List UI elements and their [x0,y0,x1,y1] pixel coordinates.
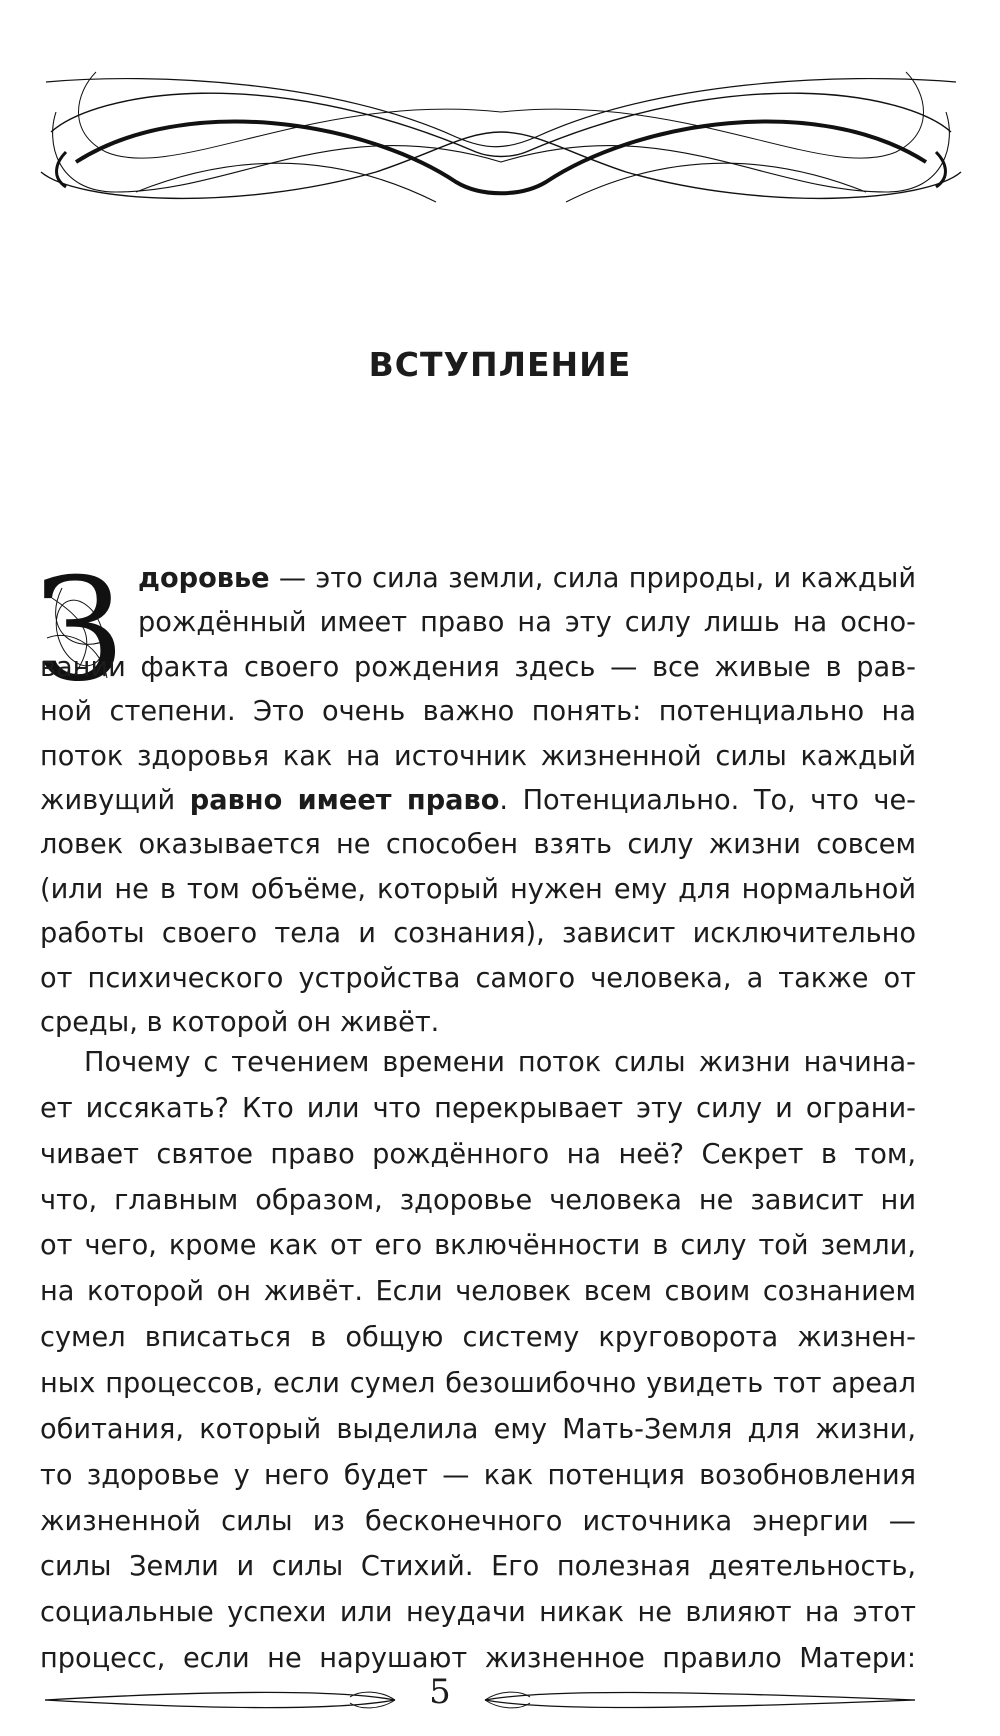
text-line: от психического устройства самого человека, а также от [40,962,916,994]
drop-cap-letter: З [35,548,124,713]
text-line: чивает святое право рождённого на неё? Секрет в том, [40,1138,916,1170]
text-line: социальные успехи или неудачи никак не влияют на этот [40,1597,916,1629]
text-line [40,778,916,824]
text-line: что, главным образом, здоровье человека не зависит ни [40,1184,916,1216]
text-line: рождённый имеет право на эту силу лишь на осно- [138,607,916,639]
text-line: работы своего тела и сознания), зависит исключительно [40,918,916,950]
line-text: . Потенциально. То, что че- [499,785,916,816]
text-line: ет иссякать? Кто или что перекрывает эту силу и ограни- [40,1092,916,1124]
text-line: на которой он живёт. Если человек всем своим сознанием [40,1276,916,1308]
text-line: от чего, кроме как от его включённости в силу той земли, [40,1230,916,1262]
text-line: (или не в том объёме, который нужен ему для нормальной [40,873,916,905]
chapter-title: ВСТУПЛЕНИЕ [368,345,632,384]
line-text: — это сила земли, сила природы, и каждый [269,563,916,594]
text-line: жизненной силы из бесконечного источника энергии — [40,1505,916,1537]
line-text: живущий [40,785,190,816]
flourish-divider-icon [40,1680,400,1720]
flourish-divider-icon [480,1680,920,1720]
text-line: ной степени. Это очень важно понять: потенциально на [40,696,916,728]
text-line: Почему с течением времени поток силы жизни начина- [84,1047,916,1078]
flourish-ornament-icon [36,52,966,212]
bold-phrase: равно имеет право [189,785,500,816]
text-line: поток здоровья как на источник жизненной силы каждый [40,740,916,772]
text-line: силы Земли и силы Стихий. Его полезная деятельность, [40,1551,916,1583]
page-number: 5 [429,1672,451,1712]
bold-term: доровье [138,563,270,594]
text-line: среды, в которой он живёт. [40,1007,440,1038]
text-line [138,556,916,602]
text-line: то здоровье у него будет — как потенция возобновления [40,1459,916,1491]
text-line: обитания, который выделила ему Мать-Земля для жизни, [40,1413,916,1445]
text-line: вании факта своего рождения здесь — все живые в рав- [40,651,916,683]
text-line: процесс, если не нарушают жизненное правило Матери: [40,1643,916,1674]
text-line: ных процессов, если сумел безошибочно увидеть тот ареал [40,1367,916,1399]
text-line: сумел вписаться в общую систему круговорота жизнен- [40,1322,916,1354]
text-line: ловек оказывается не способен взять силу жизни совсем [40,829,916,861]
